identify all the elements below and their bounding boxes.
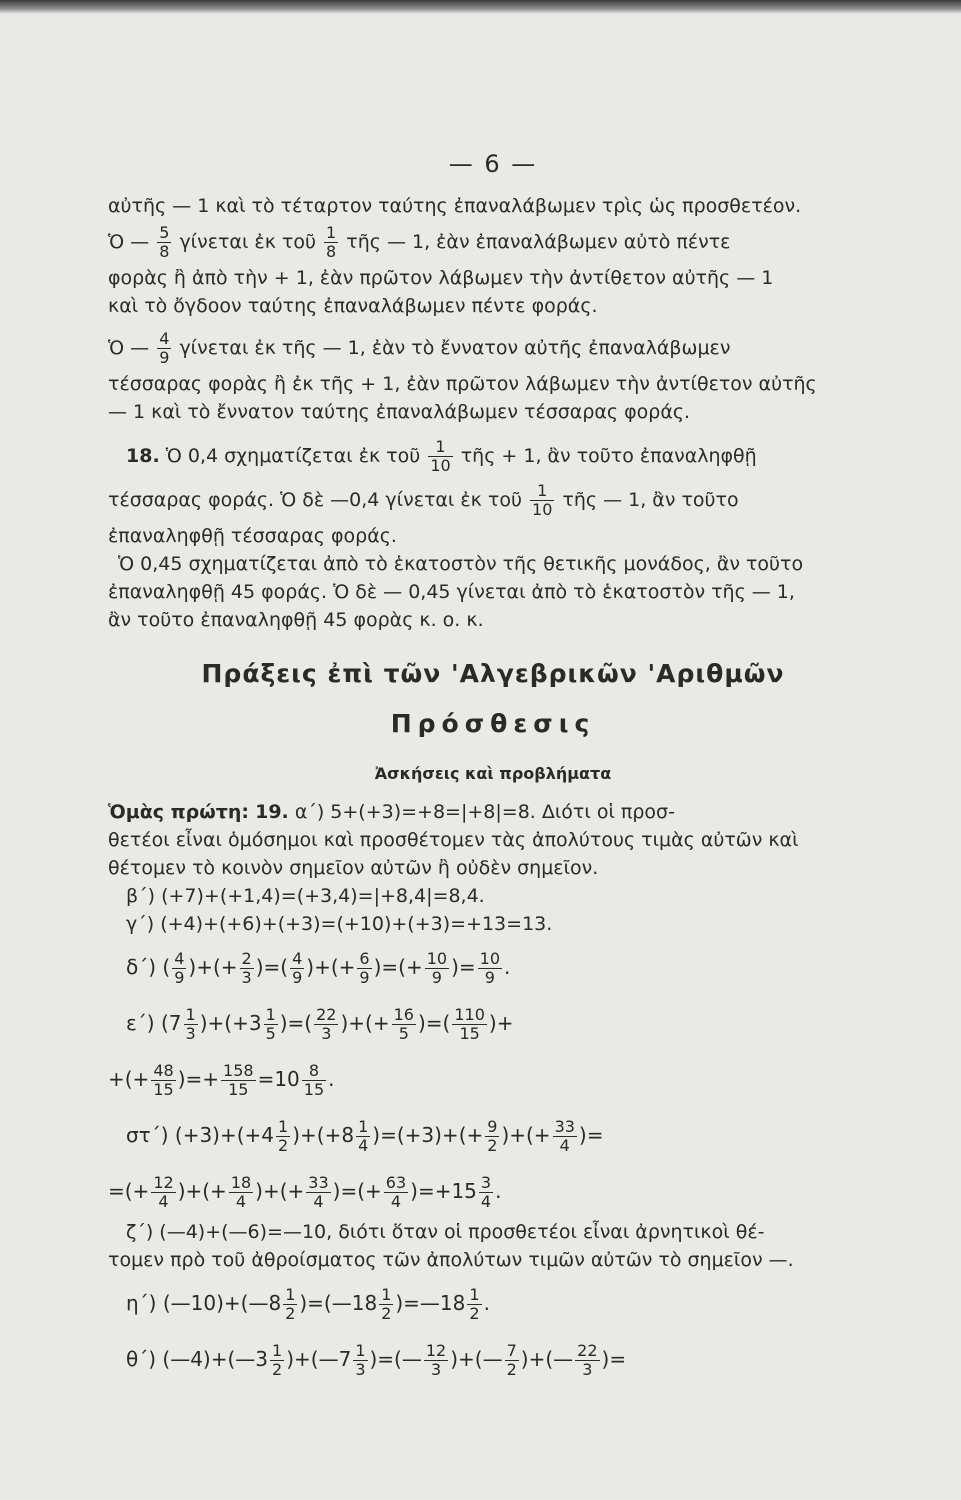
- fraction-1-8: [324, 224, 338, 261]
- text-fragment: τῆς — 1, ἂν τοῦτο: [562, 489, 739, 511]
- fraction: [425, 950, 449, 987]
- math-text: )=(+: [332, 1179, 382, 1203]
- math-text: =(+: [108, 1179, 150, 1203]
- numerator: 1: [265, 1005, 276, 1024]
- fraction: [356, 1118, 370, 1155]
- numerator: 9: [487, 1117, 498, 1136]
- fraction: [229, 1174, 253, 1211]
- text-fragment: Ὁ 0,4 σχηματίζεται ἐκ τοῦ: [165, 445, 421, 467]
- numerator: 1: [469, 1285, 480, 1304]
- fraction: [357, 950, 371, 987]
- fraction: [276, 1118, 290, 1155]
- section-heading: Πράξεις ἐπὶ τῶν 'Αλγεβρικῶν 'Αριθμῶν: [201, 659, 785, 688]
- fraction: [270, 1342, 284, 1379]
- document-page: [108, 150, 878, 1386]
- math-text: )+(—: [520, 1347, 574, 1371]
- fraction: [379, 1286, 393, 1323]
- fraction: [479, 1174, 493, 1211]
- text-fragment: γίνεται ἐκ τῆς — 1, ἐὰν τὸ ἔννατον αὐτῆς ἐπαναλάβωμεν: [179, 337, 731, 359]
- denominator: 3: [430, 1360, 442, 1379]
- denominator: 9: [359, 968, 370, 987]
- numerator: 12: [425, 1341, 447, 1360]
- denominator: 4: [390, 1192, 402, 1211]
- math-text: )+(+3: [199, 1011, 262, 1035]
- fraction: [392, 1006, 416, 1043]
- math-text: )=(: [255, 955, 289, 979]
- math-text: )=+: [177, 1067, 220, 1091]
- math-text: )+(—: [450, 1347, 503, 1371]
- denominator: 3: [355, 1360, 366, 1379]
- equation-delta: [108, 940, 878, 994]
- numerator: 1: [272, 1341, 283, 1360]
- numerator: 5: [159, 223, 170, 242]
- equation-label: στ΄): [126, 1123, 169, 1147]
- text-line: καὶ τὸ ὄγδοον ταύτης ἐπαναλάβωμεν πέντε φοράς.: [108, 295, 598, 317]
- text-line: φορὰς ἢ ἀπὸ τὴν + 1, ἐὰν πρῶτον λάβωμεν τὴν ἀντίθετον αὐτῆς — 1: [108, 267, 774, 289]
- denominator: 8: [159, 242, 170, 261]
- denominator: 3: [241, 968, 252, 987]
- equation-stigma-2: [108, 1164, 878, 1218]
- denominator: 4: [559, 1136, 570, 1155]
- numerator: 3: [480, 1173, 492, 1192]
- fraction: [353, 1342, 367, 1379]
- numerator: 63: [385, 1173, 407, 1192]
- math-text: .: [328, 1067, 335, 1091]
- math-text: )=: [578, 1123, 604, 1147]
- denominator: 2: [272, 1360, 283, 1379]
- math-text: )=: [451, 955, 476, 979]
- denominator: 2: [469, 1304, 480, 1323]
- fraction: [240, 950, 254, 987]
- text-fragment: α΄) 5+(+3)=+8=|+8|=8. Διότι οἱ προσ-: [294, 801, 675, 823]
- denominator: 2: [506, 1360, 517, 1379]
- text-line: ἐπαναληφθῇ τέσσαρας φοράς.: [108, 525, 397, 547]
- math-text: .: [483, 1291, 490, 1315]
- numerator: 48: [153, 1061, 174, 1080]
- text-line: — 1 καὶ τὸ ἔννατον ταύτης ἐπαναλάβωμεν τέσσαρας φοράς.: [108, 401, 691, 423]
- math-text: +(+: [108, 1067, 150, 1091]
- denominator: 9: [159, 348, 170, 367]
- fraction: [283, 1286, 297, 1323]
- math-text: )=—18: [395, 1291, 466, 1315]
- math-text: )=(+: [373, 955, 423, 979]
- math-text: )+(+: [340, 1011, 390, 1035]
- denominator: 3: [185, 1024, 196, 1043]
- equation-label: θ΄): [126, 1347, 157, 1371]
- text-line: ἐπαναληφθῇ 45 φοράς. Ὁ δὲ — 0,45 γίνεται ἀπὸ τὸ ἑκατοστὸν τῆς — 1,: [108, 581, 795, 603]
- equation-body: [162, 949, 511, 987]
- math-text: )+(+: [501, 1123, 551, 1147]
- text-line-with-fraction: [108, 326, 878, 370]
- fraction: [384, 1174, 408, 1211]
- text-fragment: τῆς + 1, ἂν τοῦτο ἐπαναληφθῇ: [460, 445, 757, 467]
- numerator: 158: [223, 1061, 254, 1080]
- fraction: [314, 1006, 338, 1043]
- denominator: 2: [487, 1136, 498, 1155]
- text-line: θετέοι εἶναι ὁμόσημοι καὶ προσθέτομεν τὰς ἀπολύτους τιμὰς αὐτῶν καὶ: [108, 829, 799, 851]
- text-fragment: Ὁ —: [108, 231, 150, 253]
- denominator: 5: [265, 1024, 276, 1043]
- exercises-heading: Ἀσκήσεις καὶ προβλήματα: [374, 764, 612, 783]
- math-text: .: [495, 1179, 502, 1203]
- fraction: [264, 1006, 278, 1043]
- numerator: 6: [359, 949, 370, 968]
- numerator: 16: [393, 1005, 414, 1024]
- fraction: [151, 1062, 175, 1099]
- denominator: 10: [430, 456, 451, 475]
- math-text: (+4: [236, 1123, 275, 1147]
- fraction: [302, 1062, 326, 1099]
- scan-top-edge: [0, 0, 961, 14]
- fraction: [184, 1006, 198, 1043]
- fraction-1-10: [428, 438, 452, 475]
- text-line: τομεν πρὸ τοῦ ἀθροίσματος τῶν ἀπολύτων τιμῶν αὐτῶν τὸ σημεῖον —.: [108, 1249, 794, 1271]
- fraction-1-10: [530, 482, 554, 519]
- denominator: 9: [174, 968, 185, 987]
- page-number: — 6 —: [448, 150, 538, 178]
- math-text: )=(: [417, 1011, 451, 1035]
- denominator: 9: [431, 968, 442, 987]
- math-text: )=(—18: [299, 1291, 378, 1315]
- text-line-with-fraction: [108, 434, 878, 478]
- equation-label: δ΄): [126, 955, 157, 979]
- equation-body: [108, 1061, 335, 1099]
- math-text: )=: [601, 1347, 627, 1371]
- text-line: αὐτῆς — 1 καὶ τὸ τέταρτον ταύτης ἐπαναλάβωμεν τρὶς ὡς προσθετέον.: [108, 195, 802, 217]
- denominator: 2: [381, 1304, 392, 1323]
- numerator: 10: [479, 949, 500, 968]
- math-text: )=(+3)+(+: [372, 1123, 484, 1147]
- numerator: 1: [285, 1285, 296, 1304]
- equation-body: [160, 1005, 514, 1043]
- denominator: 4: [358, 1136, 369, 1155]
- denominator: 4: [313, 1192, 324, 1211]
- denominator: 10: [532, 500, 553, 519]
- numerator: 1: [278, 1117, 289, 1136]
- denominator: 15: [303, 1080, 325, 1099]
- subsection-heading: Πρόσθεσις: [390, 709, 596, 738]
- math-text: )+(+8: [292, 1123, 355, 1147]
- fraction: [221, 1062, 256, 1099]
- paragraph-number: 18.: [126, 445, 160, 467]
- exercise-number: 19.: [255, 801, 289, 823]
- text-line: ἂν τοῦτο ἐπαναληφθῇ 45 φορὰς κ. ο. κ.: [108, 609, 484, 631]
- math-text: .: [504, 955, 511, 979]
- numerator: 10: [426, 949, 448, 968]
- fraction: [290, 950, 304, 987]
- denominator: 9: [484, 968, 495, 987]
- numerator: 1: [428, 438, 452, 457]
- fraction-5-8: [157, 224, 171, 261]
- fraction: [575, 1342, 599, 1379]
- text-line-with-fraction: [108, 478, 878, 522]
- equation-label: η΄): [126, 1291, 157, 1315]
- equation-stigma-1: [108, 1108, 878, 1162]
- math-text: )=+15: [410, 1179, 477, 1203]
- text-line: Ὁ 0,45 σχηματίζεται ἀπὸ τὸ ἑκατοστὸν τῆς θετικῆς μονάδος, ἂν τοῦτο: [118, 553, 804, 575]
- math-text: (: [162, 955, 171, 979]
- numerator: 22: [316, 1005, 337, 1024]
- text-line-with-fractions: [108, 220, 878, 264]
- fraction: [452, 1006, 487, 1043]
- denominator: 4: [480, 1192, 492, 1211]
- fraction: [553, 1118, 577, 1155]
- math-text: (—10)+(—8: [162, 1291, 282, 1315]
- fraction: [306, 1174, 330, 1211]
- math-text: )=(—: [369, 1347, 422, 1371]
- math-text: )+(—7: [286, 1347, 352, 1371]
- numerator: 2: [241, 949, 252, 968]
- denominator: 15: [153, 1080, 174, 1099]
- text-fragment: Ὁ —: [108, 337, 150, 359]
- fraction: [172, 950, 186, 987]
- math-text: (7: [160, 1011, 182, 1035]
- fraction: [151, 1174, 175, 1211]
- fraction: [424, 1342, 448, 1379]
- math-text: )=(: [279, 1011, 313, 1035]
- math-text: =10: [257, 1067, 300, 1091]
- numerator: 8: [302, 1062, 326, 1081]
- denominator: 2: [278, 1136, 289, 1155]
- text-line: γ΄) (+4)+(+6)+(+3)=(+10)+(+3)=+13=13.: [126, 913, 553, 935]
- numerator: 33: [554, 1117, 575, 1136]
- numerator: 4: [292, 949, 303, 968]
- denominator: 8: [326, 242, 337, 261]
- numerator: 1: [381, 1285, 392, 1304]
- text-line: τέσσαρας φορὰς ἢ ἐκ τῆς + 1, ἐὰν πρῶτον λάβωμεν τὴν ἀντίθετον αὐτῆς: [108, 373, 817, 395]
- math-text: )+(+: [255, 1179, 305, 1203]
- numerator: 12: [153, 1173, 174, 1192]
- text-line: β΄) (+7)+(+1,4)=(+3,4)=|+8,4|=8,4.: [126, 885, 485, 907]
- math-text: (+3)+: [174, 1123, 237, 1147]
- math-text: )+: [488, 1011, 514, 1035]
- denominator: 2: [285, 1304, 296, 1323]
- denominator: 9: [292, 968, 303, 987]
- equation-eta: [108, 1276, 878, 1330]
- fraction: [467, 1286, 481, 1323]
- text-fragment: τῆς — 1, ἐὰν ἐπαναλάβωμεν αὐτὸ πέντε: [346, 231, 731, 253]
- numerator: 22: [577, 1341, 598, 1360]
- denominator: 5: [398, 1024, 409, 1043]
- fraction-4-9: [157, 330, 171, 367]
- text-line: θέτομεν τὸ κοινὸν σημεῖον αὐτῶν ἢ οὐδὲν σημεῖον.: [108, 857, 599, 879]
- numerator: 110: [454, 1005, 485, 1024]
- text-line: ζ΄) (—4)+(—6)=—10, διότι ὅταν οἱ προσθετέοι εἶναι ἀρνητικοὶ θέ-: [126, 1221, 765, 1243]
- numerator: 1: [530, 482, 554, 501]
- equation-epsilon-2: [108, 1052, 878, 1106]
- denominator: 3: [321, 1024, 332, 1043]
- fraction: [478, 950, 502, 987]
- numerator: 1: [355, 1341, 366, 1360]
- numerator: 33: [308, 1173, 329, 1192]
- math-text: (—4)+(—3: [162, 1347, 269, 1371]
- equation-body: [162, 1285, 490, 1323]
- denominator: 4: [158, 1192, 169, 1211]
- numerator: 4: [159, 329, 170, 348]
- fraction: [505, 1342, 519, 1379]
- numerator: 1: [185, 1005, 196, 1024]
- numerator: 1: [358, 1117, 369, 1136]
- equation-body: [162, 1341, 627, 1379]
- equation-body: [174, 1117, 604, 1155]
- math-text: )+(+: [177, 1179, 227, 1203]
- equation-theta: [108, 1332, 878, 1386]
- equation-label: ε΄): [126, 1011, 155, 1035]
- text-fragment: τέσσαρας φοράς. Ὁ δὲ —0,4 γίνεται ἐκ τοῦ: [108, 489, 522, 511]
- denominator: 15: [228, 1080, 249, 1099]
- numerator: 7: [506, 1341, 517, 1360]
- denominator: 3: [582, 1360, 593, 1379]
- math-text: )+(+: [306, 955, 356, 979]
- numerator: 1: [326, 223, 337, 242]
- text-fragment: γίνεται ἐκ τοῦ: [179, 231, 316, 253]
- numerator: 18: [230, 1173, 252, 1192]
- denominator: 15: [459, 1024, 480, 1043]
- denominator: 4: [235, 1192, 247, 1211]
- exercise-line: [108, 798, 878, 826]
- group-label: Ὁμὰς πρώτη:: [108, 801, 250, 823]
- math-text: )+(+: [188, 955, 238, 979]
- numerator: 4: [174, 949, 185, 968]
- fraction: [485, 1118, 499, 1155]
- equation-epsilon-1: [108, 996, 878, 1050]
- equation-body: [108, 1173, 502, 1211]
